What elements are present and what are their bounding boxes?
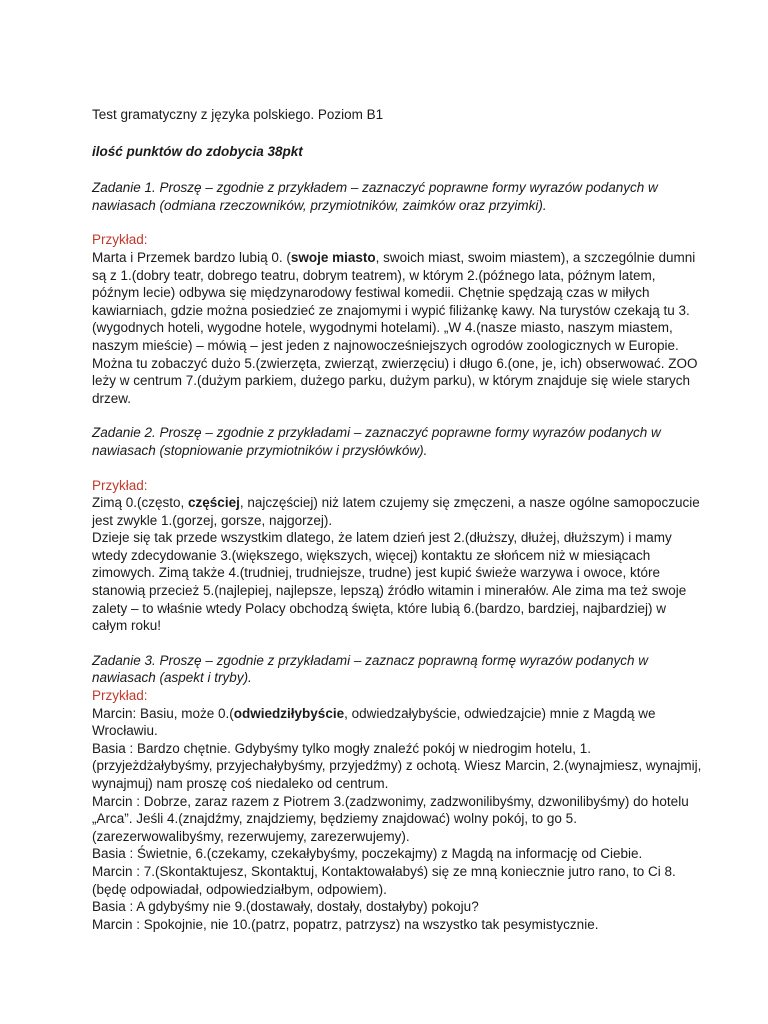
task-3-line xyxy=(92,705,704,740)
task-1-text-part: , swoich miast, swoim miastem), a szczególnie dumni są z 1.(dobry teatr, dobrego teatru, dobrym teatrem), w którym 2.(późnego lata, późnym latem, późnym lecie) odbywa się międzynarodowy festiwal komedii. Chętnie spędzają czas w miłych kawiarniach, gdzie można posiedzieć ze znajomymi i wypić filiżankę kawy. Na turystów czekają tu 3.(wygodnych hoteli, wygodne hotele, wygodnymi hotelami). „W 4.(nasze miasto, naszym miastem, naszym mieście) – mówią – jest jeden z najnowocześniejszych ogrodów zoologicznych w Europie. Można tu zobaczyć dużo 5.(zwierzęta, zwierząt, zwierzęciu) i długo 6.(one, je, ich) obserwować. ZOO leży w centrum 7.(dużym parkiem, dużego parku, dużym parku), w którym znajduje się wiele starych drzew. xyxy=(92,249,698,406)
task-1-text-part: Marta i Przemek bardzo lubią 0. ( xyxy=(92,249,291,265)
task-3-example-label: Przykład: xyxy=(92,688,148,704)
task-1-instruction: Zadanie 1. Proszę – zgodnie z przykładem – zaznaczyć poprawne formy wyrazów podanych w nawiasach (odmiana rzeczowników, przymiotników, zaimków oraz przyimki). xyxy=(92,180,658,213)
task-3-line: Basia : Świetnie, 6.(czekamy, czekałybyśmy, poczekajmy) z Magdą na informację od Ciebie. xyxy=(92,846,643,862)
task-3-line: Marcin : Dobrze, zaraz razem z Piotrem 3.(zadzwonimy, zadzwonilibyśmy, dzwonilibyśmy) do hotelu „Arca”. Jeśli 4.(znajdźmy, znajdziemy, będziemy znajdować) wolny pokój, to go 5.(zarezerwowalibyśmy, rezerwujemy, zarezerwujemy). xyxy=(92,793,689,844)
task-3-text-part: Marcin: Basiu, może 0.( xyxy=(92,705,234,721)
task-3-line: Marcin : Spokojnie, nie 10.(patrz, popatrz, patrzysz) na wszystko tak pesymistycznie. xyxy=(92,916,599,932)
task-1-example-label: Przykład: xyxy=(92,232,148,248)
task-3-instruction: Zadanie 3. Proszę – zgodnie z przykładami – zaznacz poprawną formę wyrazów podanych w nawiasach (aspekt i tryby). xyxy=(92,652,649,686)
task-3-line: Basia : Bardzo chętnie. Gdybyśmy tylko mogły znaleźć pokój w niedrogim hotelu, 1.(przyjeżdżałybyśmy, przyjechałybyśmy, przyjedźmy) z ochotą. Wiesz Marcin, 2.(wynajmiesz, wynajmij, wynajmuj) nam proszę coś niedaleko od centrum. xyxy=(92,740,702,791)
document-page xyxy=(92,106,704,933)
task-3-text-part: , odwiedzałybyście, odwiedzajcie) mnie z Magdą we Wrocławiu. xyxy=(92,705,656,739)
task-1-example-answer: swoje miasto xyxy=(290,249,376,265)
task-3-example-answer: odwiedziłybyście xyxy=(233,705,345,721)
task-3-line: Basia : A gdybyśmy nie 9.(dostawały, dostały, dostałyby) pokoju? xyxy=(92,899,479,915)
document-title: Test gramatyczny z języka polskiego. Poziom B1 xyxy=(92,107,384,122)
task-2-example-answer: częściej xyxy=(188,495,240,511)
task-2-text-part: , najczęściej) niż latem czujemy się zmęczeni, a nasze ogólne samopoczucie jest zwykle 1.(gorzej, gorsze, najgorzej). xyxy=(92,495,700,528)
points-info: ilość punktów do zdobycia 38pkt xyxy=(92,143,303,159)
task-3-line: Marcin : 7.(Skontaktujesz, Skontaktuj, Kontaktowałabyś) się ze mną koniecznie jutro rano, to Ci 8.(będę odpowiadał, odpowiedziałbym, odpowiem). xyxy=(92,863,676,897)
task-2-instruction: Zadanie 2. Proszę – zgodnie z przykładami – zaznaczyć poprawne formy wyrazów podanych w nawiasach (stopniowanie przymiotników i przysłówków). xyxy=(92,425,661,458)
task-2-text-part: Zimą 0.(często, xyxy=(92,495,189,511)
task-2-text xyxy=(92,494,704,529)
task-2-text-continued: Dzieje się tak przede wszystkim dlatego, że latem dzień jest 2.(dłuższy, dłużej, dłuższym) i mamy wtedy zdecydowanie 3.(większego, większych, więcej) kontaktu ze słońcem niż w miesiącach zimowych. Zimą także 4.(trudniej, trudniejsze, trudne) jest kupić świeże warzywa i owoce, które stanowią przecież 5.(najlepiej, najlepsze, lepszą) źródło witamin i minerałów. Ale zima ma też swoje zalety – to właśnie wtedy Polacy obchodzą święta, które lubią 6.(bardzo, bardziej, najbardziej) w całym roku! xyxy=(92,530,687,634)
task-1-text xyxy=(92,249,704,407)
task-2-example-label: Przykład: xyxy=(92,477,148,493)
